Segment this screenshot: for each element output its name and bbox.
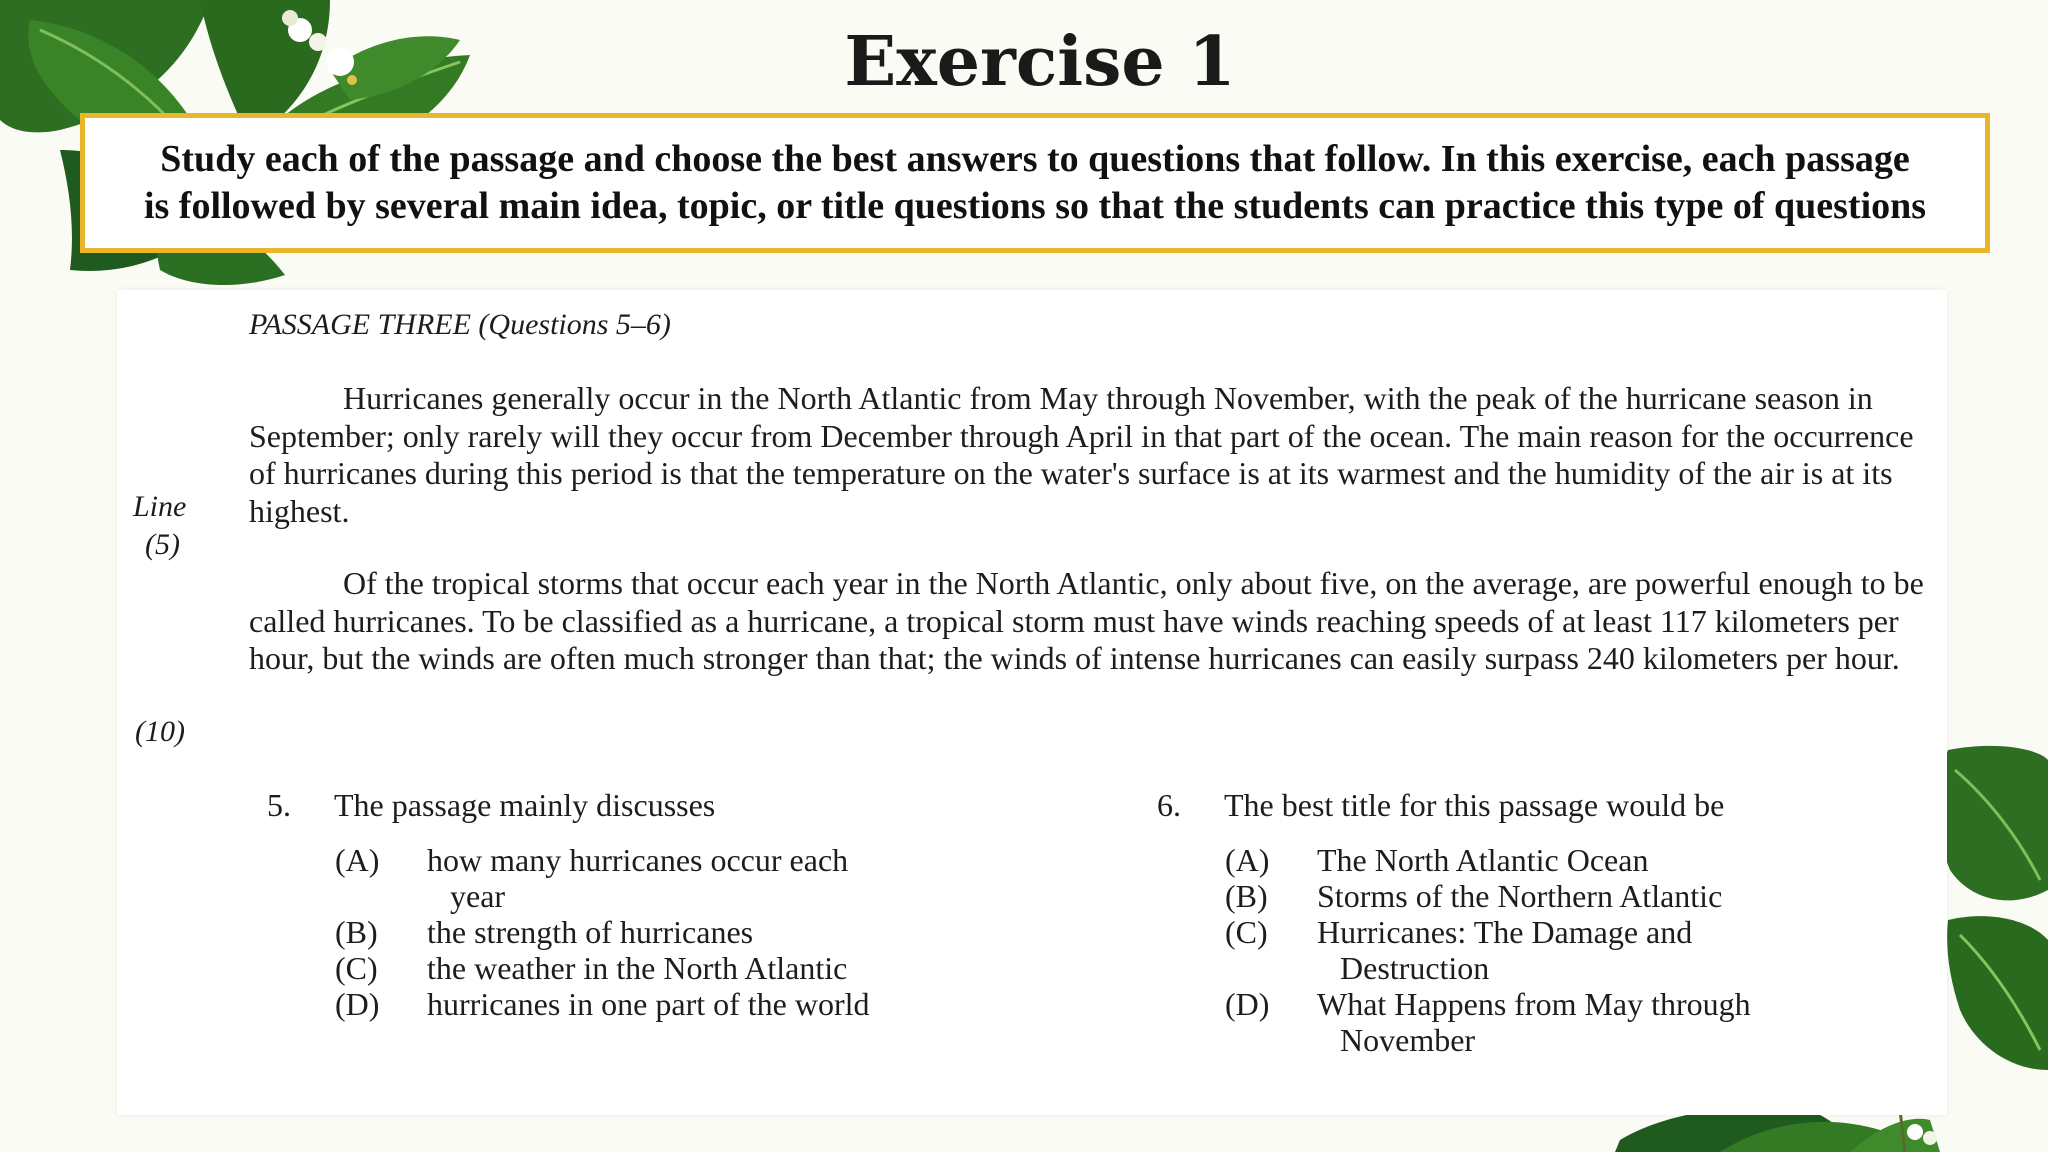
option-letter: (C) xyxy=(1225,914,1268,950)
question-stem: The best title for this passage would be xyxy=(1224,787,1725,823)
instruction-line-2: is followed by several main idea, topic, or title questions so that the students can practice this type of questions xyxy=(143,185,1927,227)
line-marker-5: (5) xyxy=(145,528,180,561)
option-letter: (D) xyxy=(335,986,380,1022)
slide-title: Exercise 1 xyxy=(844,22,1236,102)
option-letter: (B) xyxy=(1225,878,1268,914)
line-label: Line xyxy=(133,490,187,523)
passage-scan xyxy=(117,290,1947,1115)
option-text-continued: year xyxy=(450,878,506,914)
option-text: Hurricanes: The Damage and xyxy=(1317,914,1693,950)
option-text: What Happens from May through xyxy=(1317,986,1751,1022)
instruction-line-1: Study each of the passage and choose the best answers to questions that follow. In this exercise, each passage xyxy=(160,138,1910,180)
option-text: the weather in the North Atlantic xyxy=(427,950,848,986)
option-text: hurricanes in one part of the world xyxy=(427,986,870,1022)
option-text: the strength of hurricanes xyxy=(427,914,754,950)
option-letter: (C) xyxy=(335,950,378,986)
question-number: 6. xyxy=(1157,787,1181,823)
option-letter: (B) xyxy=(335,914,378,950)
option-text: The North Atlantic Ocean xyxy=(1317,842,1649,878)
passage-paragraph-1: Hurricanes generally occur in the North Atlantic from May through November, with the peak of the hurricane season in September; only rarely will they occur from December through April in that part of the ocean. The main reason for the occurrence of hurricanes during this period is that the temperature on the water's surface is at its warmest and the humidity of the air is at its highest. xyxy=(249,380,1914,529)
question-stem: The passage mainly discusses xyxy=(334,787,716,823)
option-text-continued: Destruction xyxy=(1340,950,1490,986)
option-text-continued: November xyxy=(1340,1022,1476,1058)
option-letter: (A) xyxy=(335,842,380,878)
passage-paragraph-2: Of the tropical storms that occur each year in the North Atlantic, only about five, on the average, are powerful enough to be called hurricanes. To be classified as a hurricane, a tropical storm must have winds reaching speeds of at least 117 kilometers per hour, but the winds are often much stronger than that; the winds of intense hurricanes can easily surpass 240 kilometers per hour. xyxy=(249,565,1924,676)
option-letter: (D) xyxy=(1225,986,1270,1022)
line-marker-10: (10) xyxy=(135,715,185,748)
question-number: 5. xyxy=(267,787,291,823)
option-text: Storms of the Northern Atlantic xyxy=(1317,878,1723,914)
passage-heading: PASSAGE THREE (Questions 5–6) xyxy=(249,308,671,341)
option-text: how many hurricanes occur each xyxy=(427,842,849,878)
option-letter: (A) xyxy=(1225,842,1270,878)
instruction-box xyxy=(80,113,1990,253)
